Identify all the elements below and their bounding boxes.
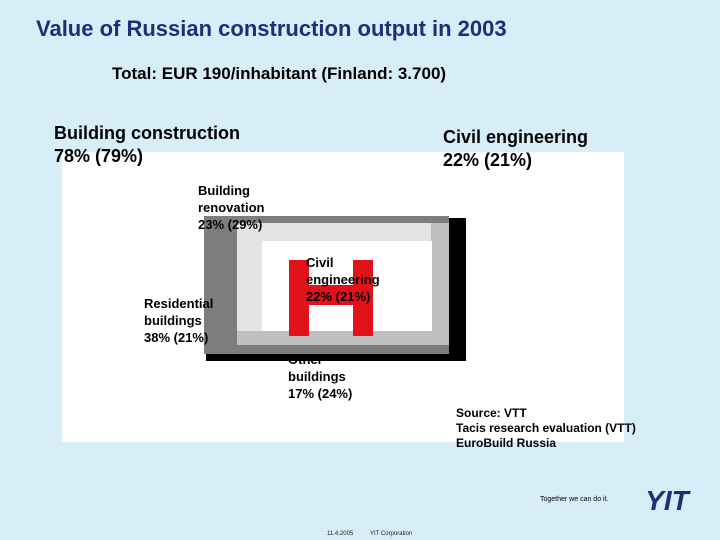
civil-caption-value: 22% (21%) xyxy=(443,150,533,170)
civil-inner-label-line1: Civil xyxy=(306,255,334,270)
building-caption-value: 78% (79%) xyxy=(54,146,144,166)
renovation-label xyxy=(198,182,264,233)
source-line-1: Source: VTT xyxy=(456,406,527,420)
source-line-2: Tacis research evaluation (VTT) xyxy=(456,421,636,435)
yit-logo-text: YIT xyxy=(645,485,689,516)
residential-label-value: 38% (21%) xyxy=(144,330,209,345)
footer-company: YIT Corporation xyxy=(370,531,413,537)
building-caption-label: Building construction xyxy=(54,123,240,143)
civil-engineering-inner-label xyxy=(306,254,380,305)
slide-title: Value of Russian construction output in 2003 xyxy=(36,16,507,41)
slide-subtitle: Total: EUR 190/inhabitant (Finland: 3.700) xyxy=(112,64,447,83)
source-note xyxy=(456,406,636,451)
residential-label xyxy=(144,295,213,346)
other-label-value: 17% (24%) xyxy=(288,386,353,401)
tagline: Together we can do it. xyxy=(540,496,609,503)
yit-logo xyxy=(632,484,702,516)
civil-inner-label-value: 22% (21%) xyxy=(306,289,371,304)
source-line-3: EuroBuild Russia xyxy=(456,436,557,450)
renovation-label-value: 23% (29%) xyxy=(198,217,263,232)
civil-caption-label: Civil engineering xyxy=(443,127,589,147)
footer-date: 11.4.2005 xyxy=(327,531,354,537)
other-buildings-label xyxy=(288,351,352,402)
civil-inner-label-line2: engineering xyxy=(306,272,380,287)
other-label-line2: buildings xyxy=(288,369,346,384)
residential-label-line1: Residential xyxy=(144,296,214,311)
renovation-label-line1: Building xyxy=(198,183,250,198)
other-label-line1: Other xyxy=(288,352,323,367)
renovation-label-line2: renovation xyxy=(198,200,265,215)
residential-label-line2: buildings xyxy=(144,313,202,328)
